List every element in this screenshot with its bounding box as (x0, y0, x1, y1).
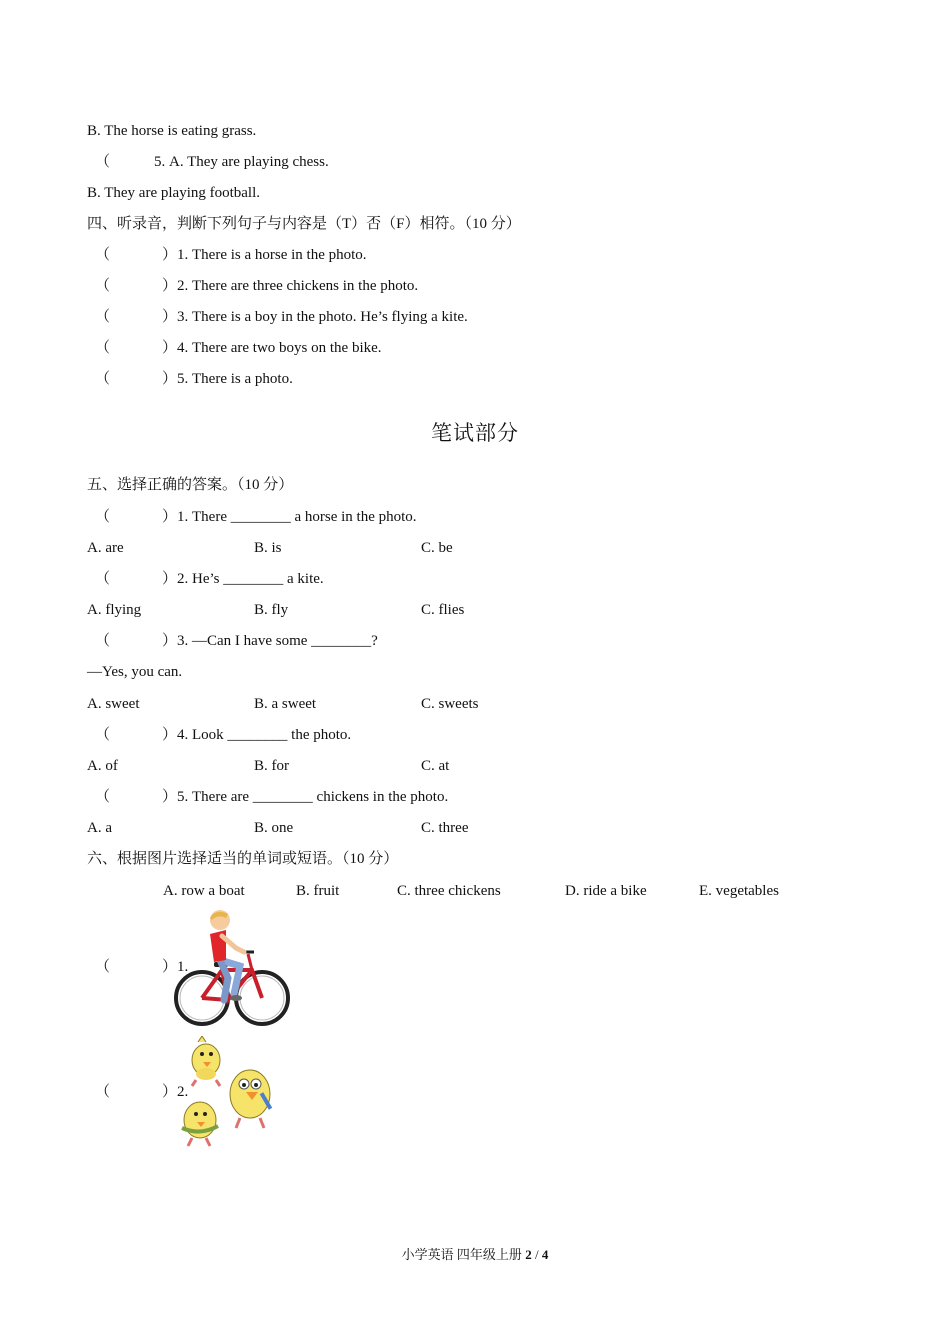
s6-item-1: （ ）1. (95, 959, 189, 975)
word-bank-item: B. fruit (296, 883, 340, 899)
s5-q1-stem: （ ）1. There ________ a horse in the photo. (95, 509, 417, 525)
s5-q2-option-a: A. flying (87, 602, 142, 618)
s5-q2-option-b: B. fly (254, 602, 289, 618)
boy-riding-bike-image (170, 908, 292, 1026)
s5-q2-option-c: C. flies (421, 602, 465, 618)
s5-q5-option-a: A. a (87, 820, 112, 836)
s5-q5-stem: （ ）5. There are ________ chickens in the photo. (95, 789, 449, 805)
s6-item-2: （ ）2. (95, 1084, 189, 1100)
page-footer: 小学英语 四年级上册 2 / 4 (401, 1247, 549, 1262)
current-page-number: 2 (525, 1247, 532, 1262)
s5-q1-option-a: A. are (87, 540, 124, 556)
s4-item-3: （ ）3. There is a boy in the photo. He’s flying a kite. (95, 309, 468, 325)
total-page-number: 4 (541, 1247, 549, 1262)
s5-q4-stem: （ ）4. Look ________ the photo. (95, 727, 352, 743)
section-4-title: 四、听录音，判断下列句子与内容是（T）否（F）相符。（10 分） (87, 216, 521, 232)
q5-option-b: B. They are playing football. (87, 185, 261, 201)
s4-item-2: （ ）2. There are three chickens in the photo. (95, 278, 419, 294)
s4-item-5: （ ）5. There is a photo. (95, 371, 293, 387)
s5-q2-stem: （ ）2. He’s ________ a kite. (95, 571, 324, 587)
word-bank-item: E. vegetables (699, 883, 779, 899)
section-5-title: 五、选择正确的答案。（10 分） (87, 477, 294, 493)
s5-q4-option-a: A. of (87, 758, 118, 774)
word-bank-item: A. row a boat (163, 883, 245, 899)
s5-q5-option-c: C. three (421, 820, 469, 836)
section-6-title: 六、根据图片选择适当的单词或短语。（10 分） (87, 851, 399, 867)
s4-item-4: （ ）4. There are two boys on the bike. (95, 340, 382, 356)
s5-q4-option-c: C. at (421, 758, 450, 774)
q5-line: （ 5. A. They are playing chess. (95, 154, 329, 170)
s5-q3-stem: （ ）3. —Can I have some ________? (95, 633, 378, 649)
s5-q1-option-b: B. is (254, 540, 282, 556)
s5-q3-option-b: B. a sweet (254, 696, 317, 712)
s5-q4-option-b: B. for (254, 758, 289, 774)
q4-option-b: B. The horse is eating grass. (87, 123, 257, 139)
written-part-title: 笔试部分 (431, 421, 519, 445)
s5-q3-reply: —Yes, you can. (87, 664, 183, 680)
word-bank-item: C. three chickens (397, 883, 501, 899)
s5-q1-option-c: C. be (421, 540, 453, 556)
s5-q5-option-b: B. one (254, 820, 294, 836)
word-bank-item: D. ride a bike (565, 883, 647, 899)
s5-q3-option-a: A. sweet (87, 696, 140, 712)
s5-q3-option-c: C. sweets (421, 696, 479, 712)
three-chickens-image (172, 1036, 282, 1150)
s4-item-1: （ ）1. There is a horse in the photo. (95, 247, 367, 263)
